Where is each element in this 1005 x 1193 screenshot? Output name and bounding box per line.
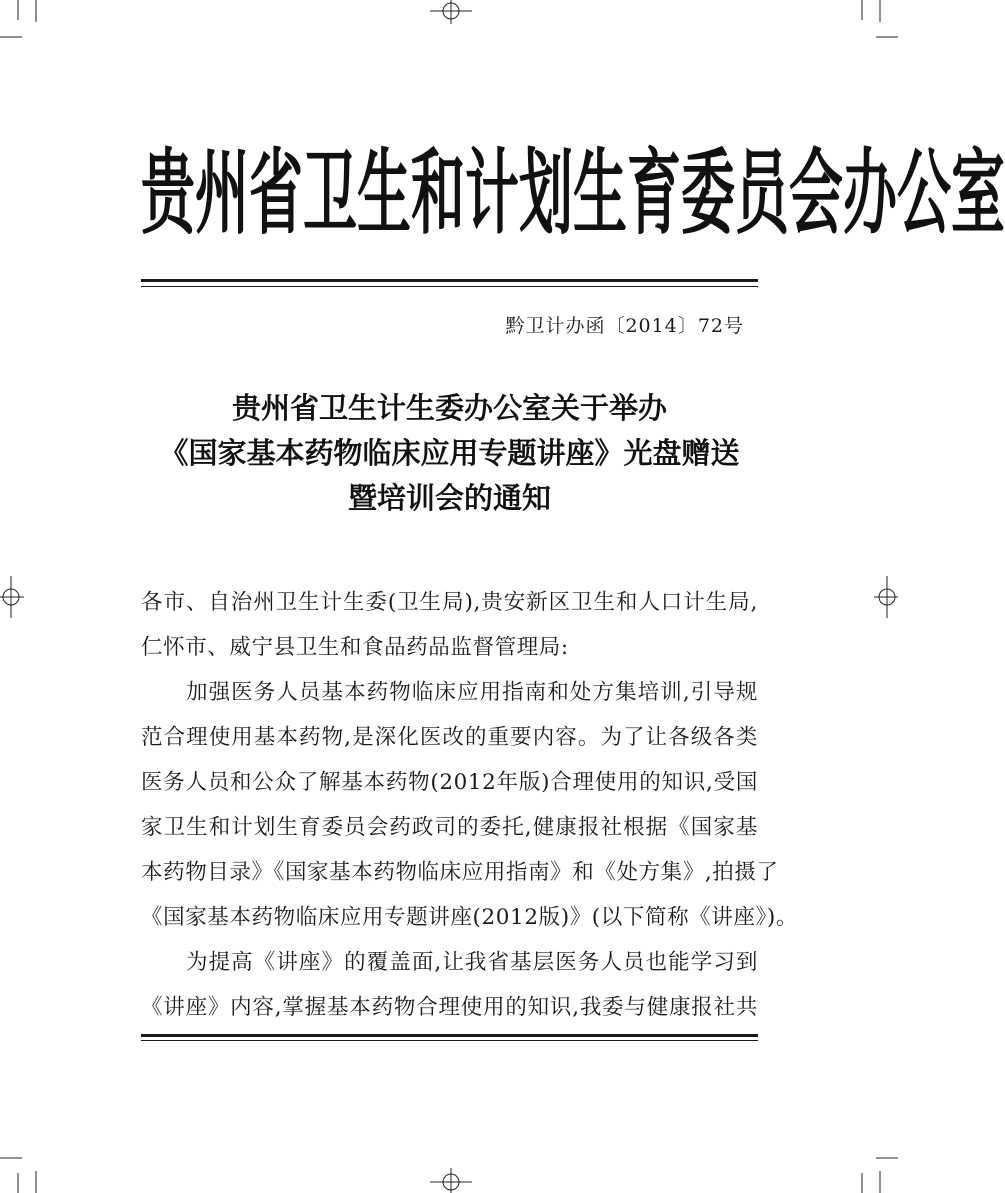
body-line-1: 各市、自治州卫生计生委(卫生局),贵安新区卫生和人口计生局,	[141, 590, 758, 615]
org-header-char: 委	[681, 138, 735, 248]
org-header-char: 生	[573, 138, 627, 248]
org-header-char: 贵	[141, 138, 195, 248]
body-line-8: 《国家基本药物临床应用专题讲座(2012版)》(以下简称《讲座》)。	[141, 905, 798, 930]
org-header-char: 卫	[303, 138, 357, 248]
body-line-9: 为提高《讲座》的覆盖面,让我省基层医务人员也能学习到	[186, 950, 758, 975]
footer-rule-thick	[141, 1034, 758, 1037]
org-header-char: 员	[735, 138, 789, 248]
org-header-char: 省	[249, 138, 303, 248]
document-body	[141, 580, 798, 1030]
issuing-organization-header	[141, 138, 1005, 248]
body-line-10: 《讲座》内容,掌握基本药物合理使用的知识,我委与健康报社共	[141, 995, 758, 1020]
title-line-2: 《国家基本药物临床应用专题讲座》光盘赠送	[159, 436, 740, 470]
body-line-6: 家卫生和计划生育委员会药政司的委托,健康报社根据《国家基	[141, 815, 758, 840]
org-header-char: 育	[627, 138, 681, 248]
body-line-5: 医务人员和公众了解基本药物(2012年版)合理使用的知识,受国	[141, 770, 758, 795]
body-line-4: 范合理使用基本药物,是深化医改的重要内容。为了让各级各类	[141, 725, 758, 750]
org-header-char: 生	[357, 138, 411, 248]
footer-rule-thin	[141, 1040, 758, 1041]
org-header-char: 会	[789, 138, 843, 248]
body-line-2: 仁怀市、威宁县卫生和食品药品监督管理局:	[141, 635, 569, 660]
org-header-char: 和	[411, 138, 465, 248]
body-line-7: 本药物目录》《国家基本药物临床应用指南》和《处方集》,拍摄了	[141, 860, 779, 885]
document-number: 黔卫计办函〔2014〕72号	[505, 315, 744, 337]
title-line-3: 暨培训会的通知	[347, 481, 551, 515]
document-title	[141, 386, 758, 521]
org-header-char: 办	[843, 138, 897, 248]
org-header-char: 公	[897, 138, 951, 248]
org-header-char: 室	[951, 138, 1005, 248]
org-header-char: 州	[195, 138, 249, 248]
org-header-char: 计	[465, 138, 519, 248]
org-header-char: 划	[519, 138, 573, 248]
header-rule-thick	[141, 279, 758, 282]
header-rule-thin	[141, 286, 758, 287]
body-line-3: 加强医务人员基本药物临床应用指南和处方集培训,引导规	[186, 680, 758, 705]
title-line-1: 贵州省卫生计生委办公室关于举办	[231, 391, 667, 425]
